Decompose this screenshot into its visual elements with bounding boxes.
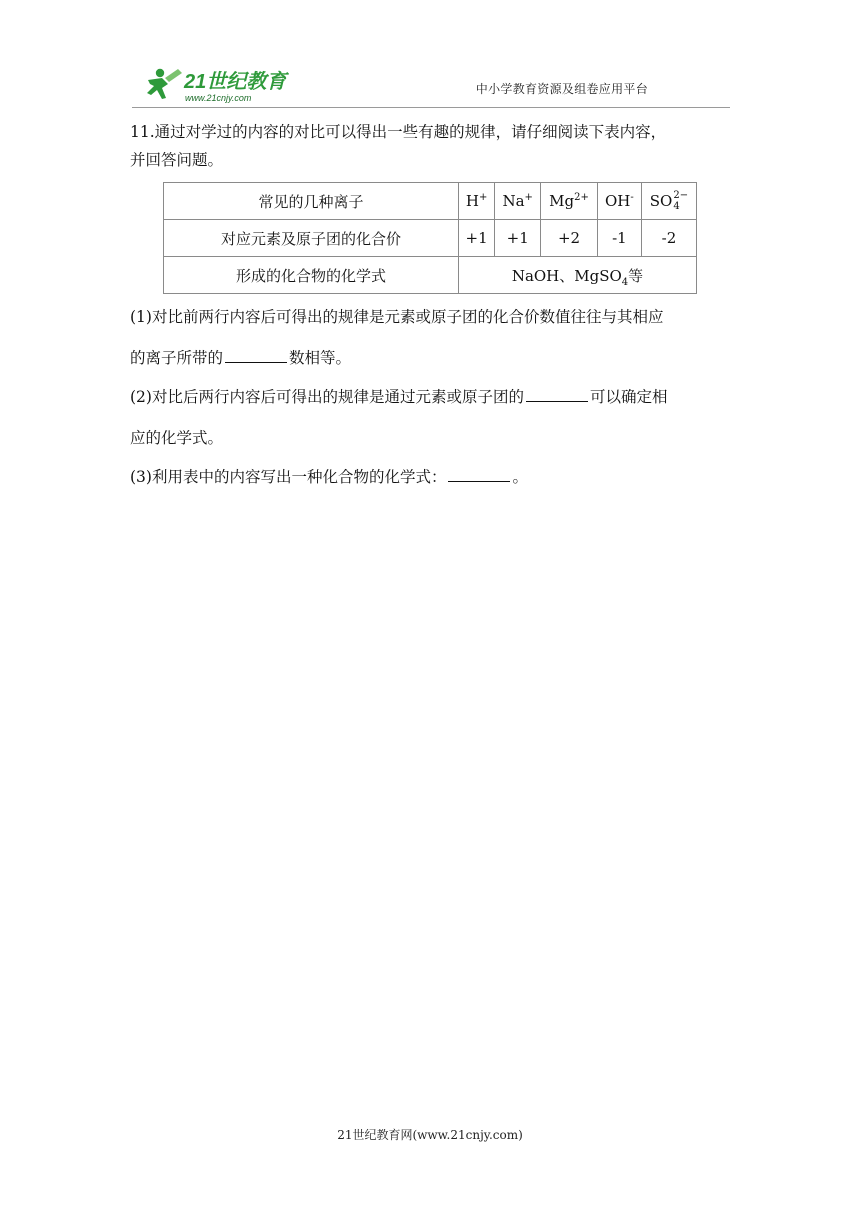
- row-header-compounds: 形成的化合物的化学式: [164, 257, 459, 294]
- subquestion-text: 。: [512, 468, 528, 486]
- answer-blank-3[interactable]: [448, 465, 510, 482]
- logo-text: 21世纪教育: [184, 71, 287, 93]
- valence-cell: +1: [495, 220, 541, 257]
- table-row-ions: [164, 183, 697, 220]
- valence-cell: +2: [541, 220, 598, 257]
- ion-base: Na: [502, 192, 525, 210]
- row-header-ions: 常见的几种离子: [164, 183, 459, 220]
- subquestion-3: [130, 457, 740, 498]
- table-row-valences: [164, 220, 697, 257]
- subquestion-1: [130, 297, 740, 379]
- table-row-compounds: [164, 257, 697, 294]
- ion-cell-h: [459, 183, 495, 220]
- subquestion-2-line2: 应的化学式。: [130, 429, 224, 447]
- answer-blank-1[interactable]: [225, 346, 287, 363]
- subquestion-2-line1: [130, 377, 740, 418]
- ion-index-stack: [673, 190, 688, 212]
- ion-charge: -: [630, 192, 634, 203]
- subquestion-text: 数相等。: [289, 349, 352, 367]
- valence-cell: -1: [597, 220, 641, 257]
- subquestion-text: (3)利用表中的内容写出一种化合物的化学式：: [130, 468, 447, 486]
- subquestion-text: (2)对比后两行内容后可得出的规律是通过元素或原子团的: [130, 388, 524, 406]
- platform-name: 中小学教育资源及组卷应用平台: [475, 82, 648, 96]
- header-divider: [132, 107, 730, 108]
- runner-icon: [147, 69, 182, 99]
- ion-charge: +: [478, 192, 488, 203]
- logo: [138, 64, 308, 106]
- ion-charge: 2+: [574, 192, 589, 203]
- sulfate-formula: [650, 190, 688, 212]
- ion-subscript: 4: [673, 201, 680, 212]
- ion-table: [163, 182, 697, 294]
- ion-base: OH: [604, 192, 631, 210]
- valence-cell: -2: [641, 220, 696, 257]
- valence-cell: +1: [459, 220, 495, 257]
- subquestion-3-line1: [130, 457, 740, 498]
- ion-base: SO: [649, 192, 673, 210]
- subquestion-text: 的离子所带的: [130, 349, 224, 367]
- answer-blank-2[interactable]: [526, 385, 588, 402]
- page-footer: 21世纪教育网(www.21cnjy.com): [337, 1128, 523, 1142]
- question-title-line2: 并回答问题。: [130, 151, 224, 169]
- logo-url: www.21cnjy.com: [185, 93, 252, 103]
- ion-cell-mg: [541, 183, 598, 220]
- subquestion-2: [130, 377, 740, 459]
- ion-cell-na: [495, 183, 541, 220]
- ion-charge: 2−: [673, 190, 689, 201]
- row-header-valences: 对应元素及原子团的化合价: [164, 220, 459, 257]
- ion-cell-so4: [641, 183, 696, 220]
- subquestion-text: 可以确定相: [589, 388, 668, 406]
- compounds-cell: [459, 257, 697, 294]
- compounds-suffix: 等: [628, 266, 644, 285]
- page-header: [132, 60, 730, 108]
- ion-cell-oh: [597, 183, 641, 220]
- question-title-line1: 11.通过对学过的内容的对比可以得出一些有趣的规律，请仔细阅读下表内容，: [130, 123, 667, 141]
- ion-base: Mg: [549, 192, 575, 210]
- ion-charge: +: [524, 192, 533, 203]
- subquestion-1-line1: (1)对比前两行内容后可得出的规律是元素或原子团的化合价数值往往与其相应: [130, 308, 664, 326]
- subquestion-1-line2: [130, 338, 740, 379]
- compounds-subscript: 4: [621, 276, 629, 288]
- compounds-text: NaOH、MgSO: [511, 266, 622, 285]
- question-11: [130, 118, 730, 174]
- ion-base: H: [465, 192, 479, 210]
